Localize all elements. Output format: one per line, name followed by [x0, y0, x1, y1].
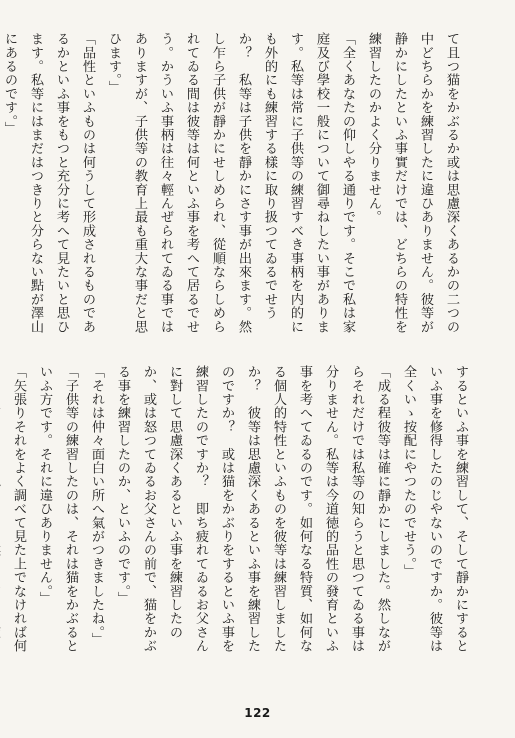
- paragraph: て且つ猫をかぶるか或は思慮深くあるかの二つの中どちらかを練習したに違ひありません。彼等が静かにしたといふ事實だけでは、どちらの特性を練習したのかよく分りません。: [366, 32, 459, 334]
- page-number: 122: [244, 706, 271, 720]
- paragraph: 「それは仲々面白い所へ氣がつきましたね。」: [89, 365, 104, 647]
- paragraph: するといふ事を練習して、そして靜かにするといふ事を修得したのじやないのですか。彼等は全くいゝ按配にやつたのでせう。」: [401, 365, 468, 653]
- paragraph: 「成る程彼等は確に靜かにしました。然しながらそれだけでは私等の知らうと思つてゐる事は分りません。私等は今道徳的品性の發育といふ事を考へてゐるのです。如何なる特質、如何なる個人的特性といふものを彼等は練習しましたか？ 彼等は思慮深くあるといふ事を練習したのですか？ 或は猫をかぶりをするといふ事を練習したのですか？ 即ち疲れてゐるお父さんに對して思慮深くあるといふ事を練習したのか、或は怒つてゐるお父さんの前で、猫をかぶる事を練習したのか、といふのです。」: [115, 365, 390, 653]
- paragraph: 「矢張りそれをよく調べて見た上でなければ何: [11, 365, 26, 653]
- lower-text-block: [11, 365, 473, 665]
- paragraph: 「子供等の練習したのは、それは猫をかぶるといふ方です。それに違ひありません。」: [37, 365, 78, 653]
- paragraph: 「全くあなたの仰しやる通りです。そこで私は家庭及び學校一般について御尋ねしたい事があります。私等は常に子供等の練習すべき事柄を内的にも外的にも練習する樣に取り扱つてゐるでせうか？ 私等は子供を靜かにさす事が出來ます。然し乍ら子供が靜かにせしめられ、從順ならしめられてゐる間は彼等は何といふ事を考へて居るでせう。かういふ事柄は往々輕んぜられてゐる事ではありますが、子供等の教育上最も重大な事だと思ひます。」: [106, 32, 355, 334]
- paragraph: 「品性といふものは何うして形成されるものであるかといふ事をもつと充分に考へて見たいと思ひます。私等にはまだはつきりと分らない點が澤山にあるのです。」: [2, 32, 95, 334]
- upper-text-block: [2, 32, 464, 347]
